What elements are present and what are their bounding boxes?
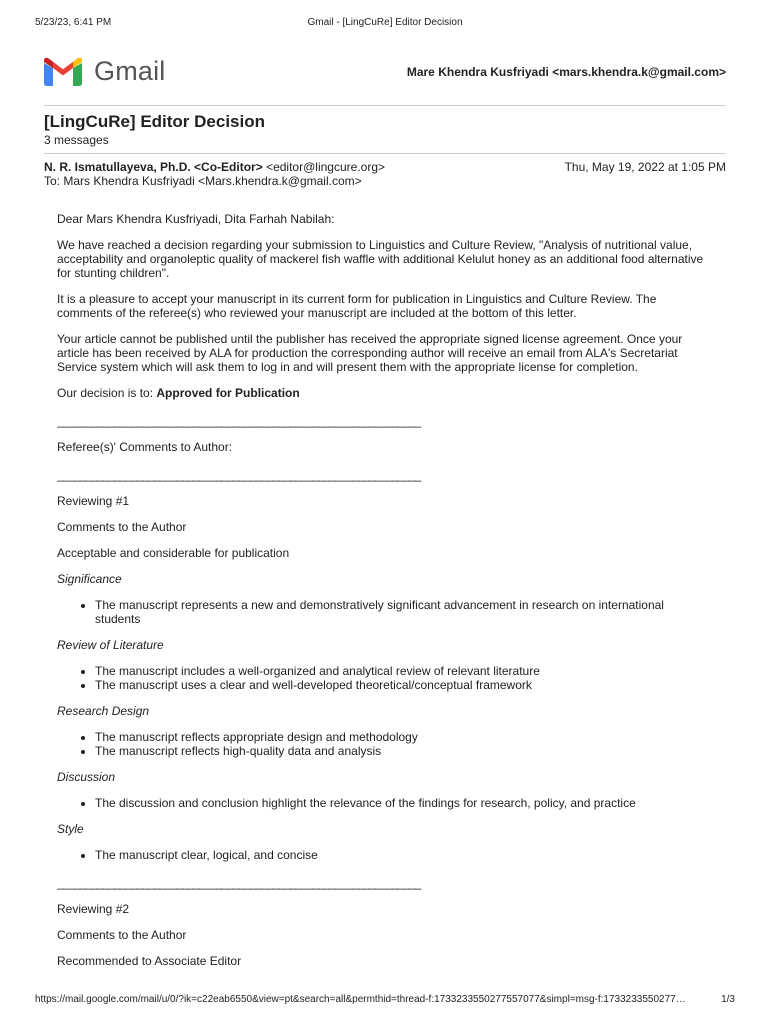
- list-item: • The manuscript clear, logical, and concise: [95, 848, 707, 862]
- section-literature: Review of Literature: [57, 638, 164, 652]
- section-discussion: Discussion: [57, 770, 116, 784]
- section-research-design: Research Design: [57, 704, 150, 718]
- decision-prefix: Our decision is to:: [57, 386, 157, 400]
- print-datetime: 5/23/23, 6:41 PM: [35, 17, 112, 28]
- message-recipient: To: Mars Khendra Kusfriyadi <Mars.khendra.k@gmail.com>: [44, 174, 362, 188]
- section-style: Style: [57, 822, 84, 836]
- reviewer-1-summary: Acceptable and considerable for publication: [57, 546, 290, 560]
- decision-value: Approved for Publication: [156, 386, 300, 400]
- paragraph-acceptance: It is a pleasure to accept your manuscript in its current form for publication in Linguistics and Culture Review. The comments of the referee(s) who reviewed your manuscript are included at the bottom of this letter.: [57, 292, 657, 320]
- style-list: [57, 848, 707, 862]
- gmail-wordmark: Gmail: [94, 55, 166, 86]
- discussion-list: [57, 796, 707, 810]
- list-item: • The manuscript represents a new and demonstratively significant advancement in research on international students: [95, 598, 707, 626]
- header-divider: [44, 105, 726, 106]
- design-list: [57, 730, 707, 758]
- referee-heading: Referee(s)' Comments to Author:: [57, 440, 233, 454]
- message-sender: [44, 160, 385, 174]
- list-item: • The manuscript includes a well-organized and analytical review of relevant literature: [95, 664, 707, 678]
- separator-line: ________________________________________________________________: [57, 876, 421, 890]
- message-body: [57, 212, 707, 980]
- list-item: • The discussion and conclusion highlight the relevance of the findings for research, policy, and practice: [95, 796, 707, 810]
- comments-to-author-label: Comments to the Author: [57, 928, 187, 942]
- message-date: Thu, May 19, 2022 at 1:05 PM: [564, 160, 726, 174]
- literature-list: [57, 664, 707, 692]
- message-count: 3 messages: [44, 133, 109, 147]
- significance-list: [57, 598, 707, 626]
- thread-subject: [LingCuRe] Editor Decision: [44, 112, 265, 131]
- page-number: 1/3: [721, 994, 735, 1005]
- reviewer-2-recommendation: Recommended to Associate Editor: [57, 954, 242, 968]
- print-header: [35, 17, 735, 31]
- reviewer-2-heading: Reviewing #2: [57, 902, 130, 916]
- decision-line: [57, 386, 707, 400]
- section-significance: Significance: [57, 572, 122, 586]
- reviewer-1-heading: Reviewing #1: [57, 494, 130, 508]
- subject-divider: [44, 153, 726, 154]
- gmail-m-icon: [44, 57, 82, 86]
- list-item: • The manuscript reflects high-quality data and analysis: [95, 744, 707, 758]
- comments-to-author-label: Comments to the Author: [57, 520, 187, 534]
- sender-email[interactable]: <editor@lingcure.org>: [266, 160, 385, 174]
- paragraph-license: Your article cannot be published until the publisher has received the appropriate signed license agreement. Once your article has been received by ALA for production the corresponding author will receive an email from ALA's Secretariat Service system which will ask them to log in and will present them with the appropriate license for completion.: [57, 332, 683, 374]
- list-item: • The manuscript uses a clear and well-developed theoretical/conceptual framework: [95, 678, 707, 692]
- separator-line: ________________________________________________________________: [57, 414, 421, 428]
- print-url: https://mail.google.com/mail/u/0/?ik=c22eab6550&view=pt&search=all&permthid=thread-f:1733233550277557077&simpl=msg-f:1733233550277…: [35, 994, 686, 1005]
- greeting: Dear Mars Khendra Kusfriyadi, Dita Farhah Nabilah:: [57, 212, 335, 226]
- gmail-logo[interactable]: [44, 55, 166, 87]
- sender-name: N. R. Ismatullayeva, Ph.D. <Co-Editor>: [44, 160, 263, 174]
- print-title: Gmail - [LingCuRe] Editor Decision: [307, 17, 463, 28]
- paragraph-decision-intro: We have reached a decision regarding your submission to Linguistics and Culture Review, "Analysis of nutritional value, acceptability and organoleptic quality of mackerel fish waffle with additional Kelulut honey as an additional food alternative for stunting children".: [57, 238, 704, 280]
- account-identity: Mare Khendra Kusfriyadi <mars.khendra.k@gmail.com>: [406, 65, 726, 79]
- separator-line: ________________________________________________________________: [57, 468, 421, 482]
- list-item: • The manuscript reflects appropriate design and methodology: [95, 730, 707, 744]
